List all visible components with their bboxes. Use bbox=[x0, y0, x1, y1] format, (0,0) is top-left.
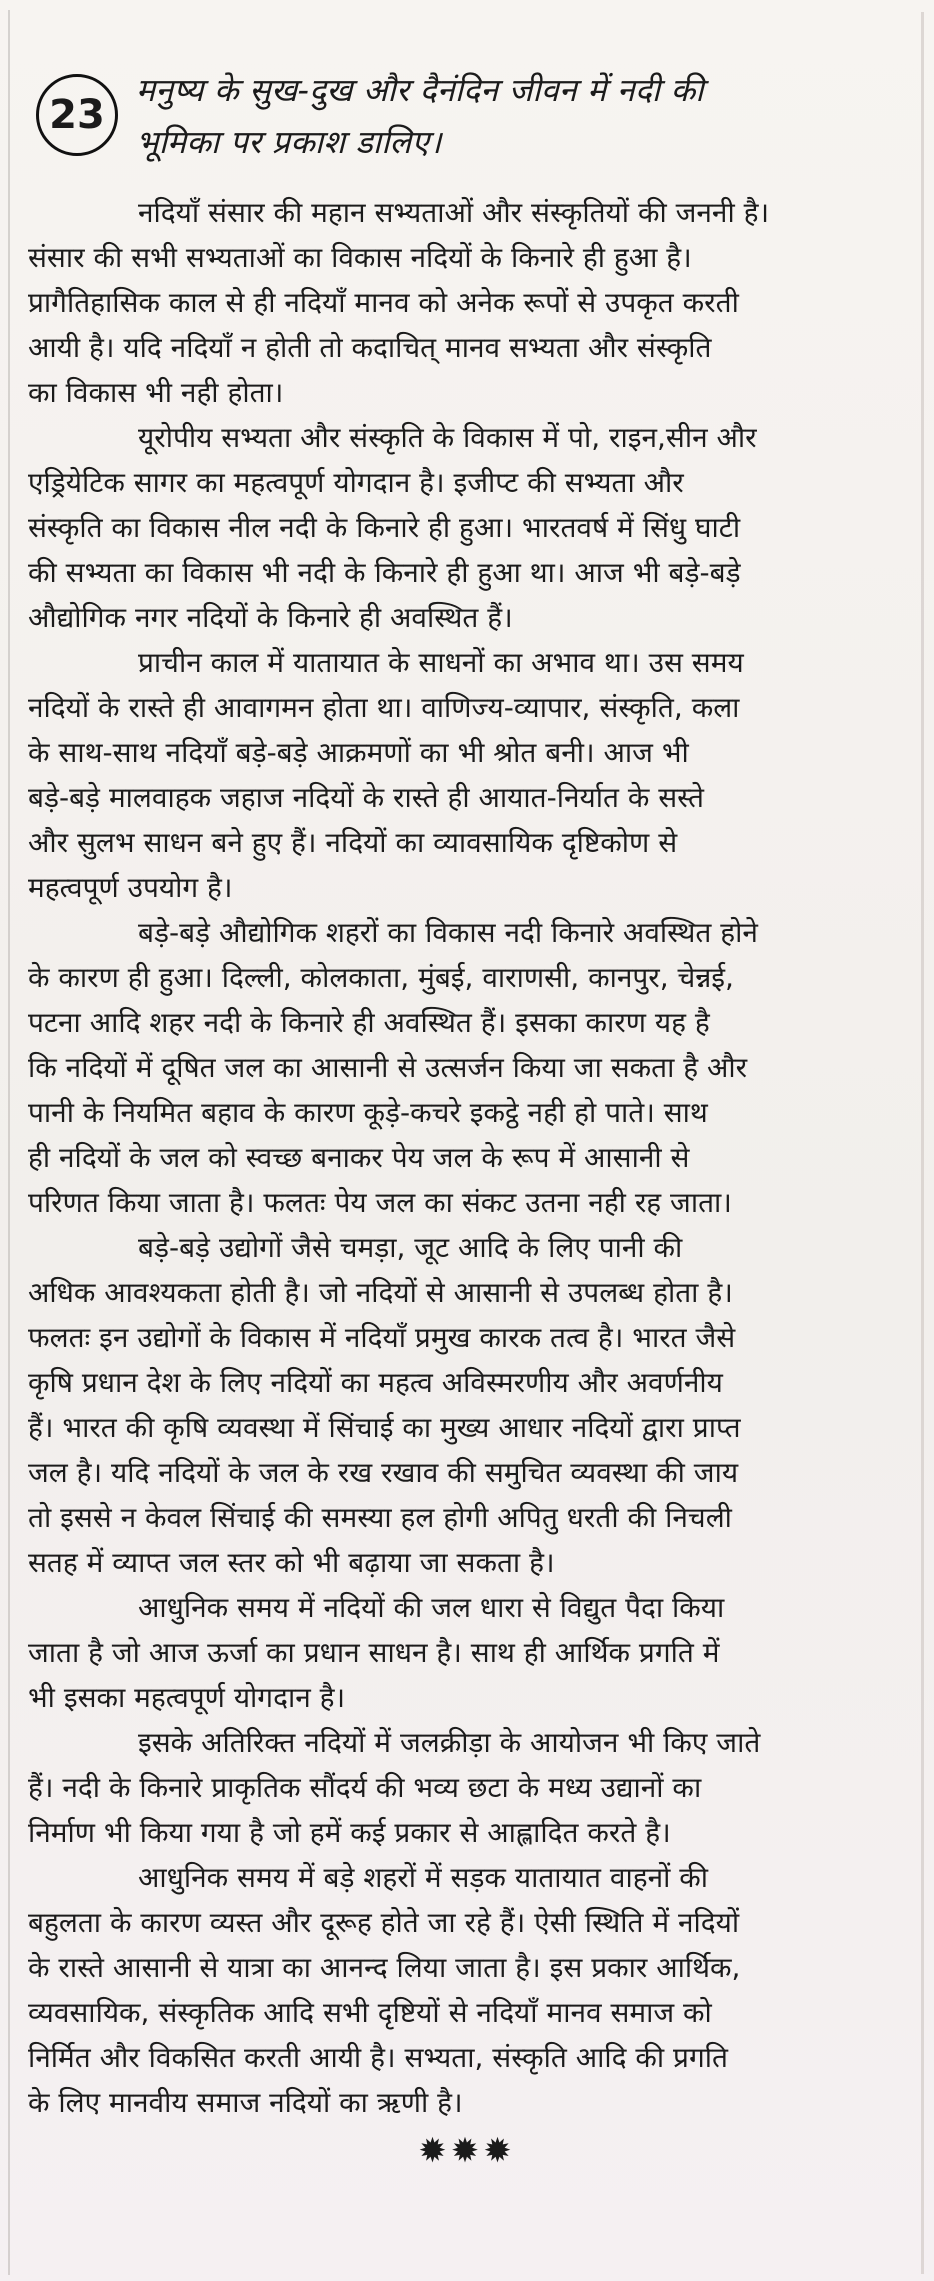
paragraph-line: के रास्ते आसानी से यात्रा का आनन्द लिया जाता है। इस प्रकार आर्थिक, bbox=[28, 1951, 741, 1984]
paragraph bbox=[28, 190, 918, 415]
essay-body bbox=[28, 190, 918, 2125]
paragraph-line: जाता है जो आज ऊर्जा का प्रधान साधन है। साथ ही आर्थिक प्रगति में bbox=[28, 1636, 720, 1669]
paragraph-line: निर्मित और विकसित करती आयी है। सभ्यता, संस्कृति आदि की प्रगति bbox=[28, 2041, 728, 2074]
paragraph-line: पटना आदि शहर नदी के किनारे ही अवस्थित हैं। इसका कारण यह है bbox=[28, 1006, 710, 1039]
paragraph-line: के कारण ही हुआ। दिल्ली, कोलकाता, मुंबई, वाराणसी, कानपुर, चेन्नई, bbox=[28, 961, 734, 994]
question-title bbox=[136, 64, 926, 168]
paragraph-line: एड्रियेटिक सागर का महत्वपूर्ण योगदान है। इजीप्ट की सभ्यता और bbox=[28, 466, 684, 499]
paragraph-line: पानी के नियमित बहाव के कारण कूड़े-कचरे इकट्ठे नही हो पाते। साथ bbox=[28, 1096, 708, 1129]
paragraph bbox=[28, 640, 918, 910]
paragraph-line: हैं। भारत की कृषि व्यवस्था में सिंचाई का मुख्य आधार नदियों द्वारा प्राप्त bbox=[28, 1411, 741, 1444]
question-title-line: मनुष्य के सुख-दुख और दैनंदिन जीवन में नदी की bbox=[136, 71, 704, 109]
paragraph-line: महत्वपूर्ण उपयोग है। bbox=[28, 871, 233, 904]
paragraph-line: बड़े-बड़े मालवाहक जहाज नदियों के रास्ते ही आयात-निर्यात के सस्ते bbox=[28, 781, 705, 814]
paragraph-line: परिणत किया जाता है। फलतः पेय जल का संकट उतना नही रह जाता। bbox=[28, 1186, 732, 1219]
paragraph-line: सतह में व्याप्त जल स्तर को भी बढ़ाया जा सकता है। bbox=[28, 1546, 555, 1579]
paragraph-line: फलतः इन उद्योगों के विकास में नदियाँ प्रमुख कारक तत्व है। भारत जैसे bbox=[28, 1321, 736, 1354]
paragraph bbox=[28, 1225, 918, 1585]
paragraph-line: कि नदियों में दूषित जल का आसानी से उत्सर्जन किया जा सकता है और bbox=[28, 1051, 748, 1084]
paragraph bbox=[28, 1855, 918, 2125]
paragraph-line: संसार की सभी सभ्यताओं का विकास नदियों के किनारे ही हुआ है। bbox=[28, 241, 692, 274]
paragraph-line: और सुलभ साधन बने हुए हैं। नदियों का व्यावसायिक दृष्टिकोण से bbox=[28, 826, 678, 859]
paragraph-line: हैं। नदी के किनारे प्राकृतिक सौंदर्य की भव्य छटा के मध्य उद्यानों का bbox=[28, 1771, 702, 1804]
paragraph bbox=[28, 415, 918, 640]
question-header bbox=[28, 56, 918, 176]
paragraph bbox=[28, 1585, 918, 1720]
question-title-line: भूमिका पर प्रकाश डालिए। bbox=[136, 123, 442, 161]
paragraph-line: के लिए मानवीय समाज नदियों का ऋणी है। bbox=[28, 2086, 463, 2119]
paragraph-line: भी इसका महत्वपूर्ण योगदान है। bbox=[28, 1681, 346, 1714]
paragraph-line: का विकास भी नही होता। bbox=[28, 376, 284, 409]
paragraph-line: प्राचीन काल में यातायात के साधनों का अभाव था। उस समय bbox=[138, 646, 744, 679]
paragraph-line: संस्कृति का विकास नील नदी के किनारे ही हुआ। भारतवर्ष में सिंधु घाटी bbox=[28, 511, 741, 544]
paragraph bbox=[28, 1720, 918, 1855]
paragraph-line: व्यवसायिक, संस्कृतिक आदि सभी दृष्टियों से नदियाँ मानव समाज को bbox=[28, 1996, 712, 2029]
paragraph-line: आयी है। यदि नदियाँ न होती तो कदाचित् मानव सभ्यता और संस्कृति bbox=[28, 331, 712, 364]
paragraph-line: बड़े-बड़े उद्योगों जैसे चमड़ा, जूट आदि के लिए पानी की bbox=[138, 1231, 683, 1264]
paragraph-line: इसके अतिरिक्त नदियों में जलक्रीड़ा के आयोजन भी किए जाते bbox=[138, 1726, 761, 1759]
paragraph-line: नदियों के रास्ते ही आवागमन होता था। वाणिज्य-व्यापार, संस्कृति, कला bbox=[28, 691, 740, 724]
paragraph-line: की सभ्यता का विकास भी नदी के किनारे ही हुआ था। आज भी बड़े-बड़े bbox=[28, 556, 741, 589]
question-number-badge: 23 bbox=[36, 74, 118, 156]
paragraph-line: तो इससे न केवल सिंचाई की समस्या हल होगी अपितु धरती की निचली bbox=[28, 1501, 732, 1534]
paragraph-line: जल है। यदि नदियों के जल के रख रखाव की समुचित व्यवस्था की जाय bbox=[28, 1456, 739, 1489]
paragraph bbox=[28, 910, 918, 1225]
paragraph-line: कृषि प्रधान देश के लिए नदियों का महत्व अविस्मरणीय और अवर्णनीय bbox=[28, 1366, 723, 1399]
paragraph-line: ही नदियों के जल को स्वच्छ बनाकर पेय जल के रूप में आसानी से bbox=[28, 1141, 690, 1174]
paragraph-line: बड़े-बड़े औद्योगिक शहरों का विकास नदी किनारे अवस्थित होने bbox=[138, 916, 758, 949]
paragraph-line: आधुनिक समय में बड़े शहरों में सड़क यातायात वाहनों की bbox=[138, 1861, 709, 1894]
paragraph-line: नदियाँ संसार की महान सभ्यताओं और संस्कृतियों की जननी है। bbox=[138, 196, 770, 229]
paragraph-line: प्रागैतिहासिक काल से ही नदियाँ मानव को अनेक रूपों से उपकृत करती bbox=[28, 286, 739, 319]
paragraph-line: निर्माण भी किया गया है जो हमें कई प्रकार से आह्लादित करते है। bbox=[28, 1816, 671, 1849]
paragraph-line: आधुनिक समय में नदियों की जल धारा से विद्युत पैदा किया bbox=[138, 1591, 725, 1624]
paragraph-line: बहुलता के कारण व्यस्त और दूरूह होते जा रहे हैं। ऐसी स्थिति में नदियों bbox=[28, 1906, 740, 1939]
paragraph-line: औद्योगिक नगर नदियों के किनारे ही अवस्थित हैं। bbox=[28, 601, 513, 634]
paragraph-line: अधिक आवश्यकता होती है। जो नदियों से आसानी से उपलब्ध होता है। bbox=[28, 1276, 733, 1309]
end-ornament: ✹✹✹ bbox=[418, 2131, 516, 2171]
paragraph-line: के साथ-साथ नदियाँ बड़े-बड़े आक्रमणों का भी श्रोत बनी। आज भी bbox=[28, 736, 689, 769]
paragraph-line: यूरोपीय सभ्यता और संस्कृति के विकास में पो, राइन,सीन और bbox=[138, 421, 757, 454]
